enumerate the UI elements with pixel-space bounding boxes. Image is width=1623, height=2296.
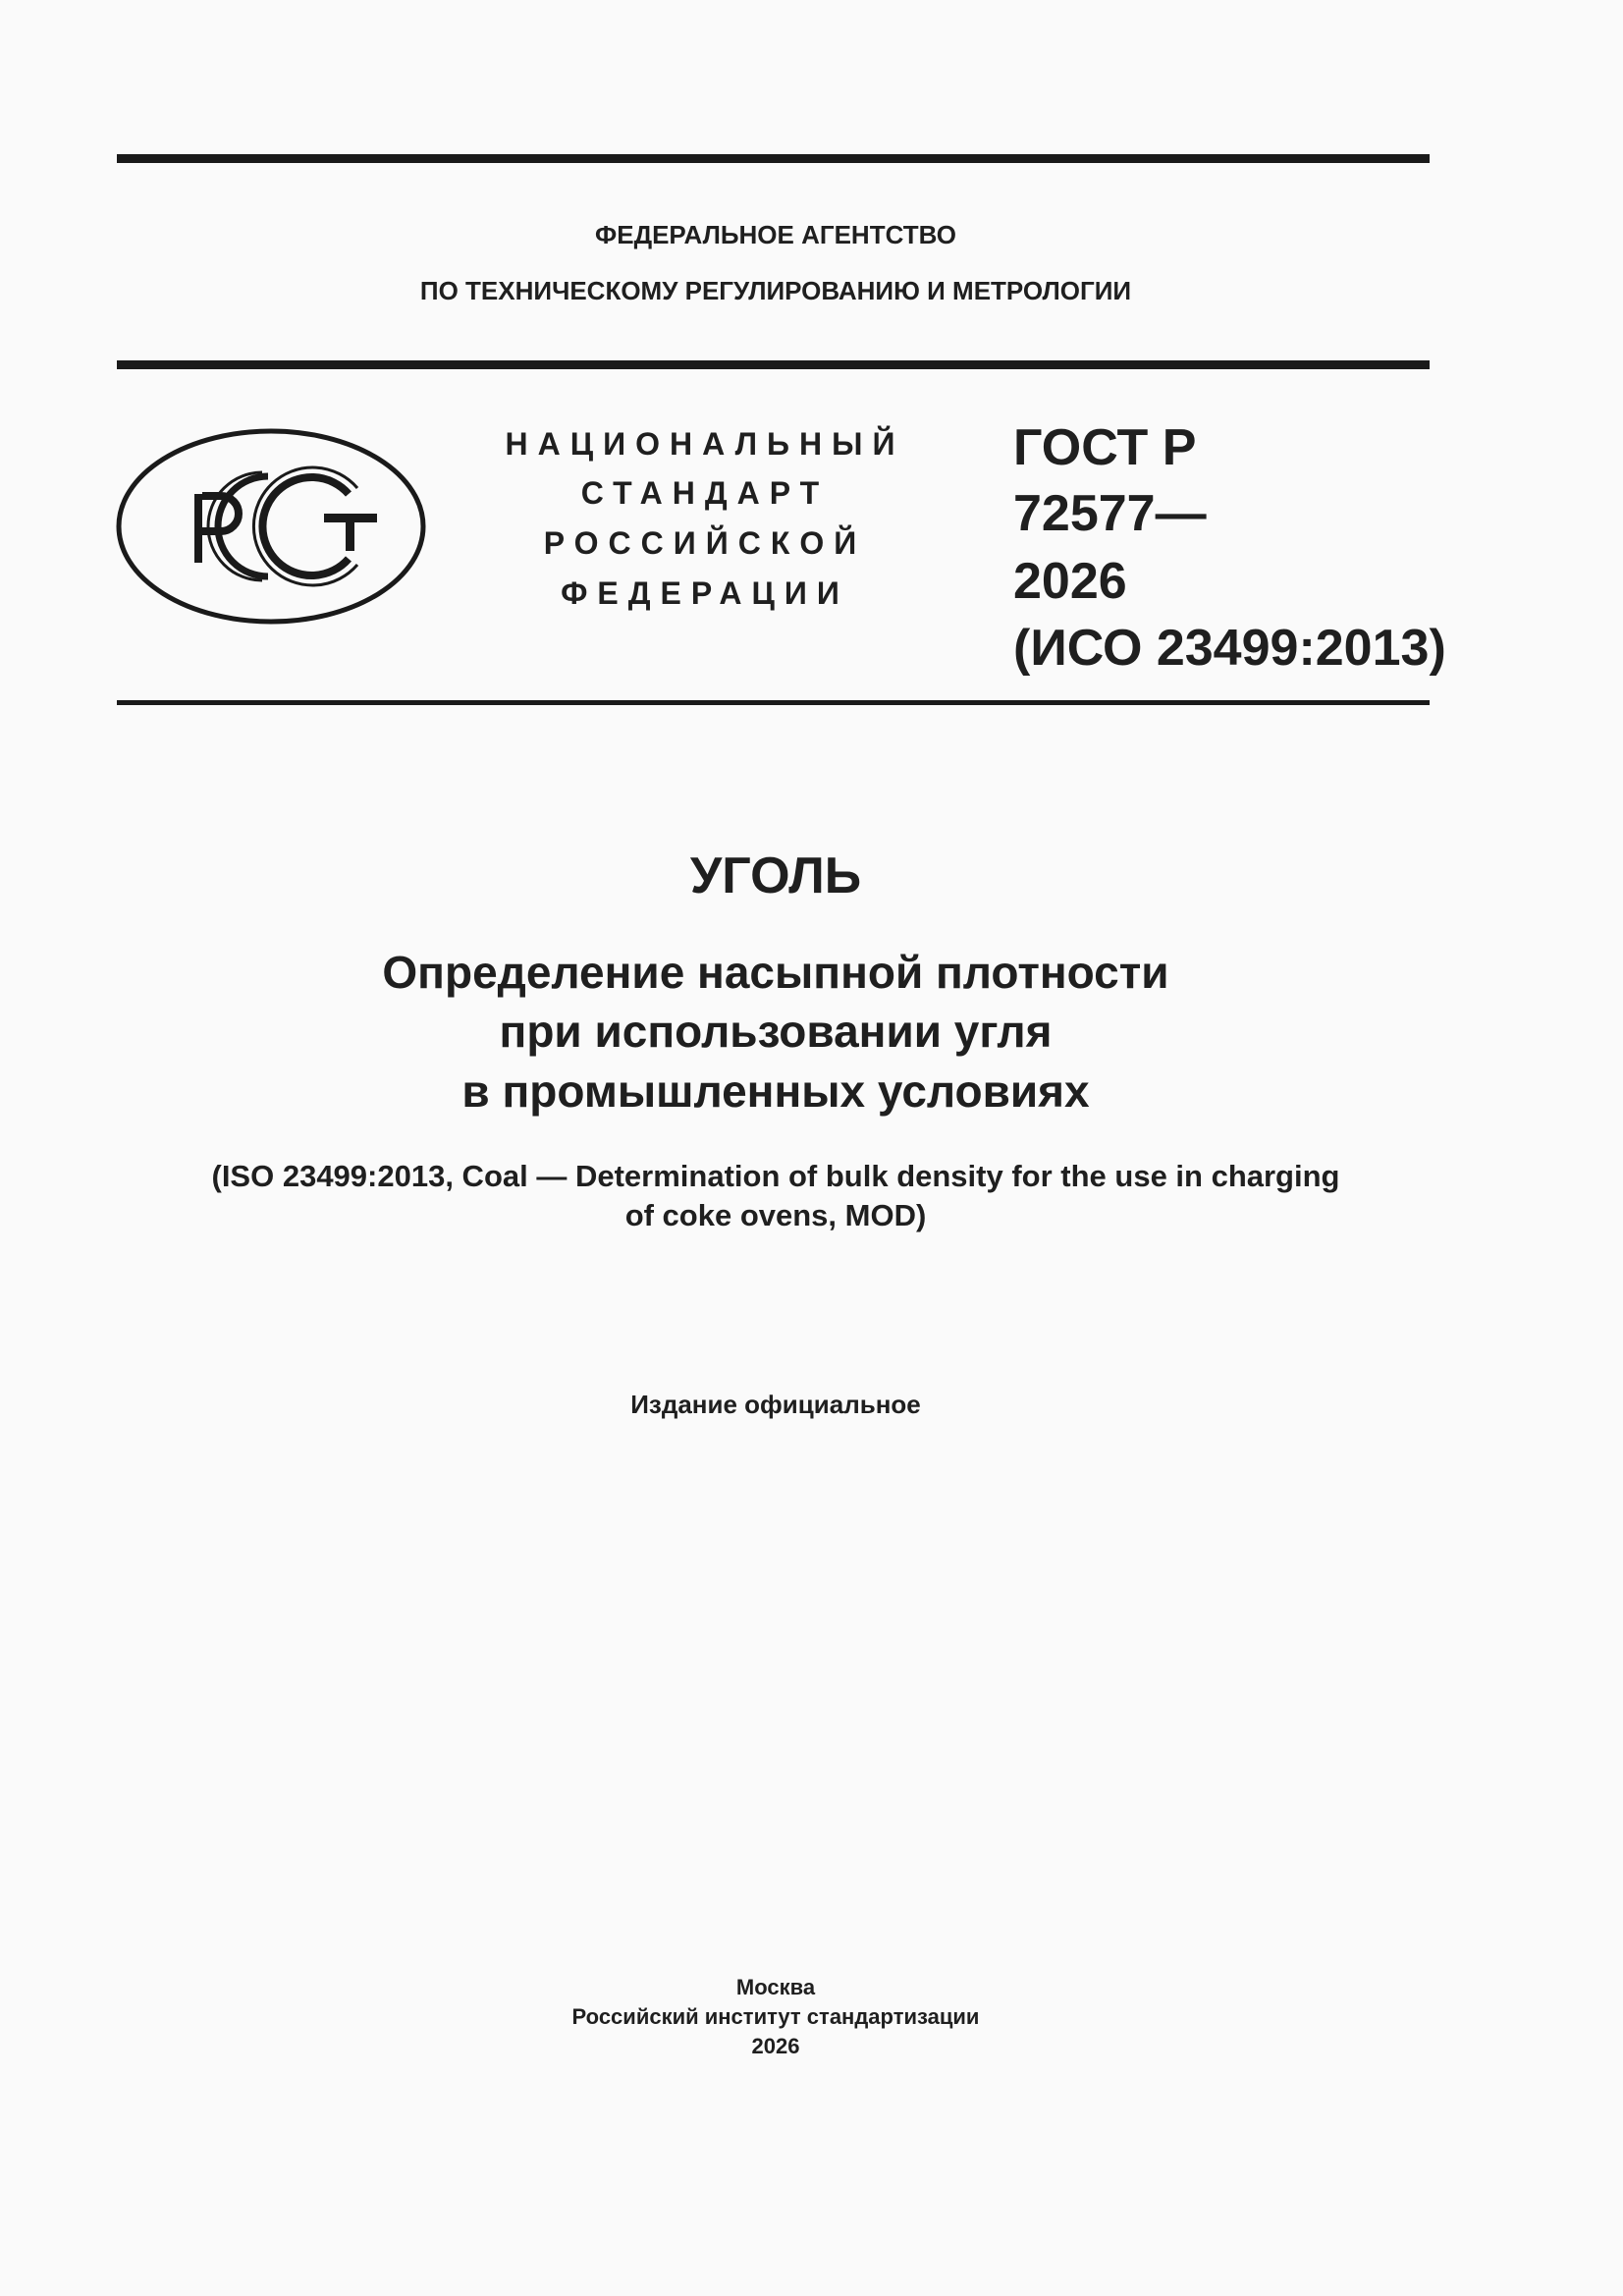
header-bottom-rule bbox=[117, 700, 1430, 705]
subtitle-line-1: Определение насыпной плотности bbox=[382, 947, 1169, 998]
subtitle-line-2: при использовании угля bbox=[499, 1006, 1053, 1057]
iso-reference-line-2: of coke ovens, MOD) bbox=[624, 1198, 927, 1232]
publisher-city: Москва bbox=[735, 1975, 816, 1999]
rst-logo-icon bbox=[115, 427, 427, 627]
national-standard-line-3: РОССИЙСКОЙ bbox=[543, 525, 867, 561]
subtitle-line-3: в промышленных условиях bbox=[461, 1066, 1090, 1117]
iso-reference-line-1: (ISO 23499:2013, Coal — Determination of bulk density for the use in charging bbox=[211, 1159, 1340, 1193]
agency-line-2: ПО ТЕХНИЧЕСКОМУ РЕГУЛИРОВАНИЮ И МЕТРОЛОГИИ bbox=[419, 276, 1132, 305]
agency-line-1: ФЕДЕРАЛЬНОЕ АГЕНТСТВО bbox=[595, 220, 956, 249]
designation-line-3: 2026 bbox=[1013, 553, 1127, 610]
designation-line-2: 72577— bbox=[1013, 485, 1207, 542]
document-title: УГОЛЬ bbox=[689, 847, 862, 904]
publisher-name: Российский институт стандартизации bbox=[571, 2004, 980, 2029]
edition-label: Издание официальное bbox=[630, 1390, 921, 1419]
national-standard-line-2: СТАНДАРТ bbox=[580, 475, 830, 511]
designation-line-1: ГОСТ Р bbox=[1013, 419, 1197, 476]
national-standard-line-4: ФЕДЕРАЦИИ bbox=[561, 575, 849, 611]
publisher-year: 2026 bbox=[751, 2034, 800, 2058]
national-standard-line-1: НАЦИОНАЛЬНЫЙ bbox=[505, 426, 905, 462]
designation-line-4: (ИСО 23499:2013) bbox=[1013, 620, 1446, 677]
top-rule bbox=[117, 154, 1430, 163]
agency-bottom-rule bbox=[117, 360, 1430, 369]
